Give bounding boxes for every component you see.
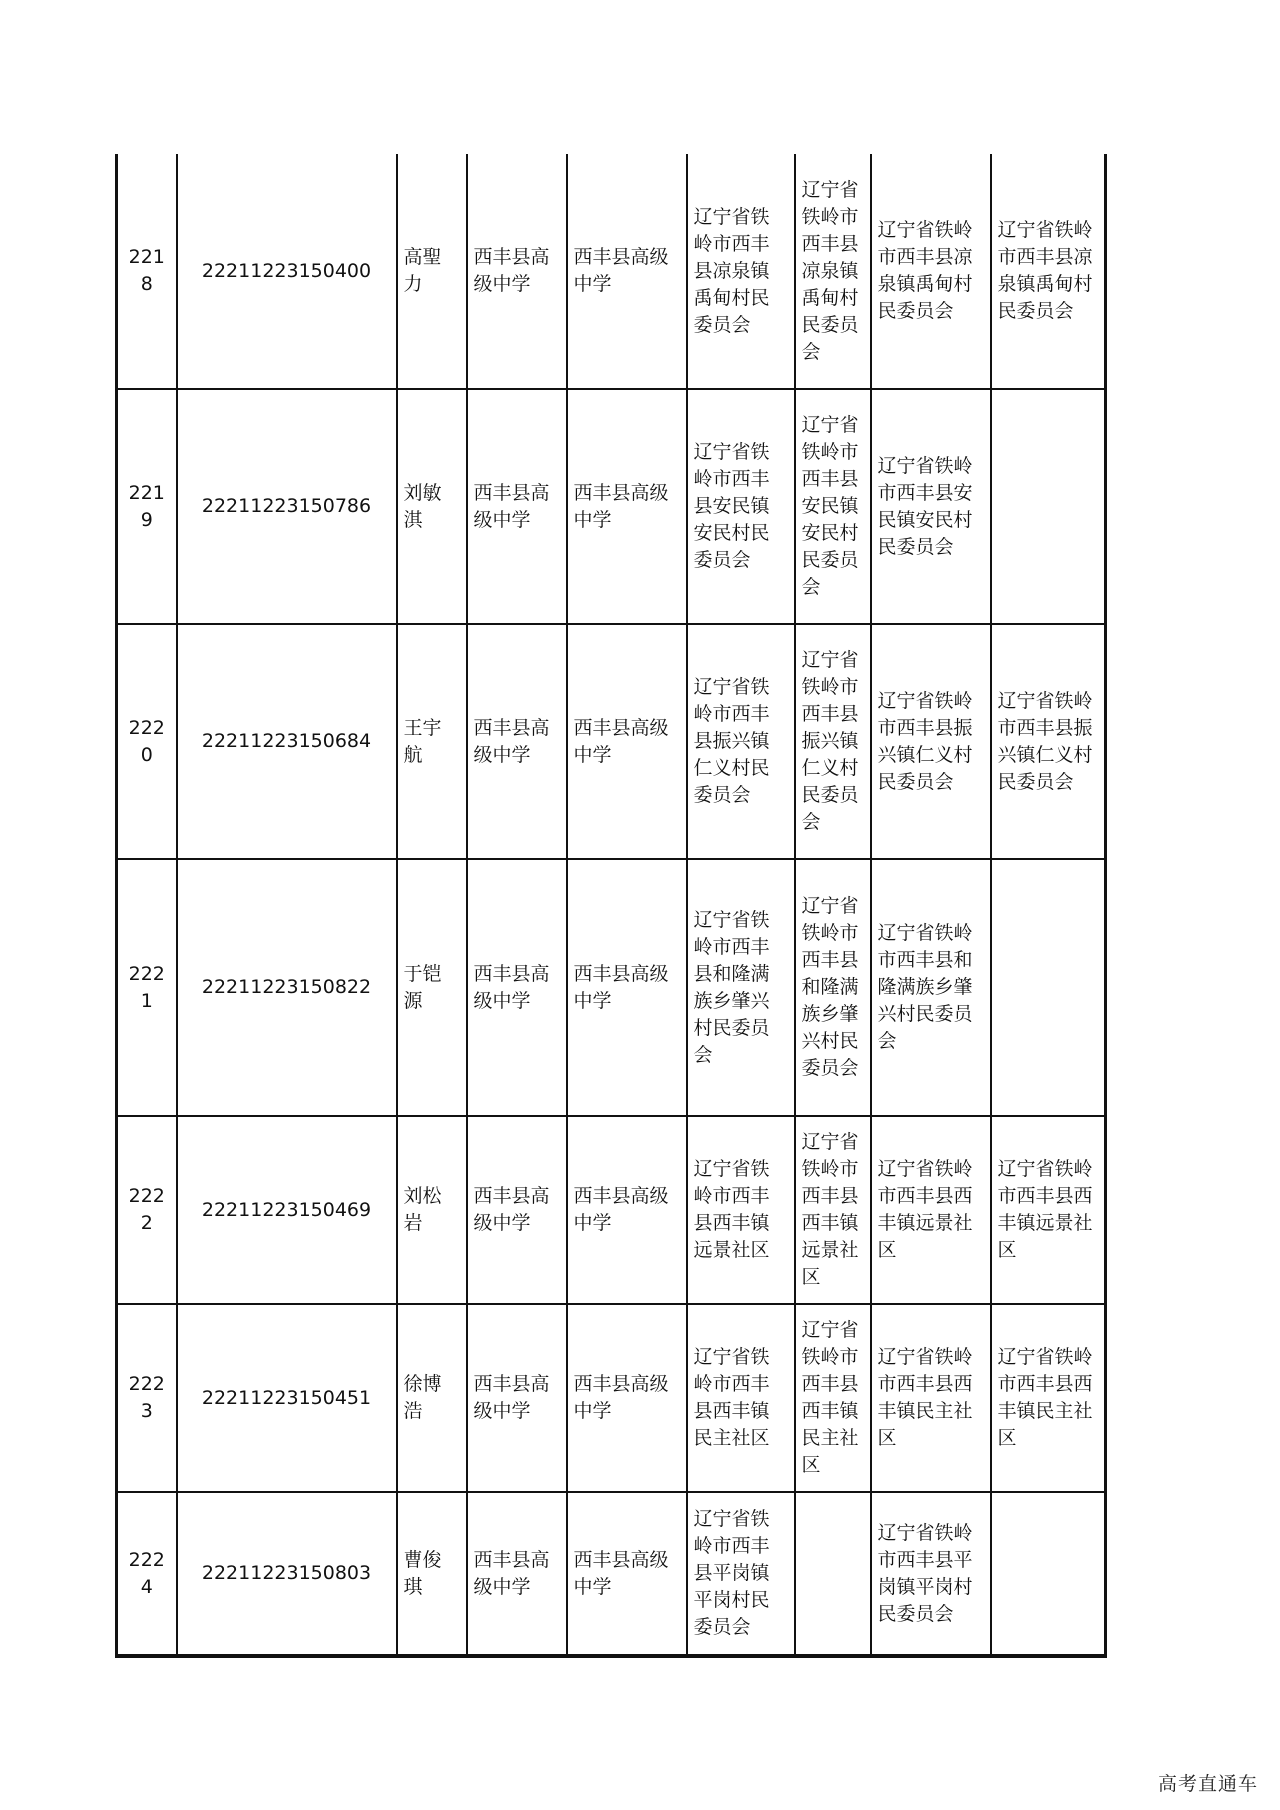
residence-cell: 辽宁省铁岭市西丰县西丰镇远景社区 [795, 1116, 871, 1304]
name-cell: 刘敏淇 [397, 389, 467, 624]
mother-household-cell [991, 1492, 1106, 1656]
name-cell: 于铠源 [397, 859, 467, 1116]
residence-cell: 辽宁省铁岭市西丰县安民镇安民村民委员会 [795, 389, 871, 624]
father-household-cell: 辽宁省铁岭市西丰县安民镇安民村民委员会 [871, 389, 991, 624]
residence-cell [795, 1492, 871, 1656]
table-row [117, 1116, 1106, 1304]
exam-id-cell: 22211223150822 [177, 859, 397, 1116]
graduated-school-cell: 西丰县高级中学 [567, 1116, 687, 1304]
residence-cell: 辽宁省铁岭市西丰县振兴镇仁义村民委员会 [795, 624, 871, 859]
exam-id-cell: 22211223150786 [177, 389, 397, 624]
name-cell: 曹俊琪 [397, 1492, 467, 1656]
mother-household-cell: 辽宁省铁岭市西丰县凉泉镇禹甸村民委员会 [991, 154, 1106, 389]
father-household-cell: 辽宁省铁岭市西丰县和隆满族乡肇兴村民委员会 [871, 859, 991, 1116]
name-cell: 刘松岩 [397, 1116, 467, 1304]
school-cell: 西丰县高级中学 [467, 1116, 567, 1304]
roster-table [115, 154, 1107, 1658]
exam-id-cell: 22211223150451 [177, 1304, 397, 1492]
exam-id-cell: 22211223150803 [177, 1492, 397, 1656]
father-household-cell: 辽宁省铁岭市西丰县振兴镇仁义村民委员会 [871, 624, 991, 859]
graduated-school-cell: 西丰县高级中学 [567, 624, 687, 859]
table-row [117, 1492, 1106, 1656]
table-row [117, 1304, 1106, 1492]
seq-cell: 2223 [117, 1304, 177, 1492]
seq-cell: 2218 [117, 154, 177, 389]
seq-cell: 2221 [117, 859, 177, 1116]
name-cell: 王宇航 [397, 624, 467, 859]
name-cell: 徐博浩 [397, 1304, 467, 1492]
residence-cell: 辽宁省铁岭市西丰县西丰镇民主社区 [795, 1304, 871, 1492]
seq-cell: 2220 [117, 624, 177, 859]
graduated-school-cell: 西丰县高级中学 [567, 1492, 687, 1656]
household-cell: 辽宁省铁岭市西丰县平岗镇平岗村民委员会 [687, 1492, 795, 1656]
school-cell: 西丰县高级中学 [467, 154, 567, 389]
table-row [117, 859, 1106, 1116]
graduated-school-cell: 西丰县高级中学 [567, 154, 687, 389]
household-cell: 辽宁省铁岭市西丰县西丰镇民主社区 [687, 1304, 795, 1492]
father-household-cell: 辽宁省铁岭市西丰县西丰镇远景社区 [871, 1116, 991, 1304]
school-cell: 西丰县高级中学 [467, 389, 567, 624]
residence-cell: 辽宁省铁岭市西丰县凉泉镇禹甸村民委员会 [795, 154, 871, 389]
table-row [117, 389, 1106, 624]
table-row [117, 624, 1106, 859]
mother-household-cell: 辽宁省铁岭市西丰县西丰镇远景社区 [991, 1116, 1106, 1304]
household-cell: 辽宁省铁岭市西丰县振兴镇仁义村民委员会 [687, 624, 795, 859]
household-cell: 辽宁省铁岭市西丰县西丰镇远景社区 [687, 1116, 795, 1304]
household-cell: 辽宁省铁岭市西丰县和隆满族乡肇兴村民委员会 [687, 859, 795, 1116]
seq-cell: 2224 [117, 1492, 177, 1656]
name-cell: 高聖力 [397, 154, 467, 389]
father-household-cell: 辽宁省铁岭市西丰县西丰镇民主社区 [871, 1304, 991, 1492]
father-household-cell: 辽宁省铁岭市西丰县平岗镇平岗村民委员会 [871, 1492, 991, 1656]
household-cell: 辽宁省铁岭市西丰县凉泉镇禹甸村民委员会 [687, 154, 795, 389]
watermark-text: 高考直通车 [1157, 1773, 1258, 1795]
mother-household-cell: 辽宁省铁岭市西丰县西丰镇民主社区 [991, 1304, 1106, 1492]
exam-id-cell: 22211223150684 [177, 624, 397, 859]
graduated-school-cell: 西丰县高级中学 [567, 389, 687, 624]
seq-cell: 2222 [117, 1116, 177, 1304]
school-cell: 西丰县高级中学 [467, 624, 567, 859]
table-row [117, 154, 1106, 389]
school-cell: 西丰县高级中学 [467, 1304, 567, 1492]
father-household-cell: 辽宁省铁岭市西丰县凉泉镇禹甸村民委员会 [871, 154, 991, 389]
mother-household-cell [991, 389, 1106, 624]
seq-cell: 2219 [117, 389, 177, 624]
graduated-school-cell: 西丰县高级中学 [567, 859, 687, 1116]
mother-household-cell [991, 859, 1106, 1116]
graduated-school-cell: 西丰县高级中学 [567, 1304, 687, 1492]
residence-cell: 辽宁省铁岭市西丰县和隆满族乡肇兴村民委员会 [795, 859, 871, 1116]
exam-id-cell: 22211223150469 [177, 1116, 397, 1304]
school-cell: 西丰县高级中学 [467, 859, 567, 1116]
exam-id-cell: 22211223150400 [177, 154, 397, 389]
roster-body [117, 154, 1106, 1656]
household-cell: 辽宁省铁岭市西丰县安民镇安民村民委员会 [687, 389, 795, 624]
school-cell: 西丰县高级中学 [467, 1492, 567, 1656]
mother-household-cell: 辽宁省铁岭市西丰县振兴镇仁义村民委员会 [991, 624, 1106, 859]
